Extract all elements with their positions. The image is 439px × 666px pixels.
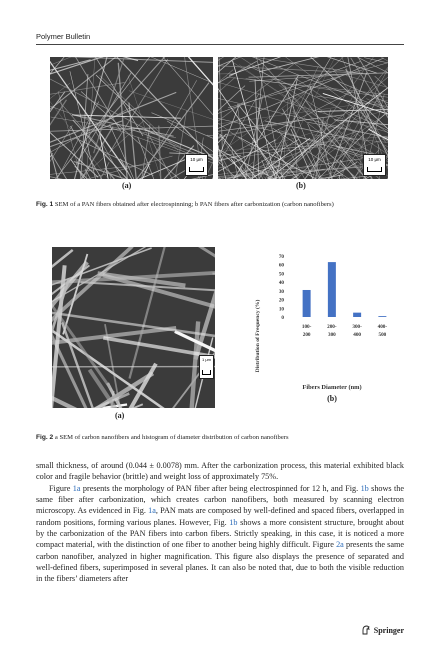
fiber-texture <box>218 166 228 179</box>
histogram-bar <box>378 316 386 317</box>
fiber-texture <box>50 57 213 64</box>
scale-bar-fig2a: 1 μm <box>199 355 214 379</box>
paragraph-2: Figure 1a presents the morphology of PAN fiber after being electrospinned for 12 h, and Fig. 1b shows the same fiber after carbonization, which creates carbon nanofibers, both measured by scanning electron microscopy. As evidenced in Fig. 1a, PAN mats are composed by well-defined and spaced fibers, overlapped in random positions, forming various planes. However, Fig. 1b shows a more consistent structure, brought about by the carbonization of the PAN fibers into carbon fibers. Strictly speaking, in this case, it is noticed a more compact material, with the distinction of one fiber to another being highly difficult. Figure 2a presents the same carbon nanofiber, analyzed in higher magnification. This figure also displays the presence of separated and well-defined fibers, superimposed in several planes. It can also be noted that, due to both the visible reduction in the fibers’ diameters after <box>36 483 404 584</box>
figure-ref-link[interactable]: 1a <box>72 483 81 493</box>
fiber-texture <box>218 57 285 179</box>
springer-horse-icon <box>361 625 371 635</box>
fig1-panel-b-label: (b) <box>296 181 306 190</box>
x-tick-label: 100- <box>301 324 312 330</box>
body-text <box>36 460 404 585</box>
fig1-caption-number: Fig. 1 <box>36 201 54 208</box>
histogram-bar <box>303 290 311 317</box>
paragraph-1: small thickness, of around (0.044 ± 0.0078) mm. After the carbonization process, this material exhibited black color and fragile behavior (brittle) and weight loss of approximately 75%. <box>36 461 404 482</box>
publisher-name: Springer <box>373 625 404 635</box>
journal-name: Polymer Bulletin <box>36 32 91 41</box>
x-tick-label: 300- <box>352 324 362 330</box>
figure-ref-link[interactable]: 2a <box>336 540 344 550</box>
fig2-caption <box>36 433 404 442</box>
fiber-texture <box>50 57 127 172</box>
histogram-bar <box>328 262 336 317</box>
fig1-caption-text: SEM of a PAN fibers obtained after electrospinning; b PAN fibers after carbonization (carbon nanofibers) <box>53 201 334 208</box>
scale-bar-fig1a: 10 μm <box>185 154 208 176</box>
y-tick-label: 50 <box>278 271 284 278</box>
histogram-ylabel: Distribution of Frequency (%) <box>255 299 261 373</box>
histogram-xlabel: Fibers Diameter (nm) <box>302 384 362 391</box>
y-tick-label: 60 <box>278 262 284 269</box>
fiber-texture <box>218 57 224 137</box>
sem-image-fig2a <box>52 247 215 408</box>
x-tick-label: 400 <box>353 332 362 338</box>
sem-image-fig1b <box>218 57 388 179</box>
fiber-texture <box>386 57 388 109</box>
figure-ref-link[interactable]: 1a <box>148 506 156 516</box>
fig2-panel-b-label: (b) <box>327 394 337 403</box>
x-tick-label: 200 <box>302 332 311 338</box>
fig2-caption-number: Fig. 2 <box>36 434 54 441</box>
x-tick-label: 500 <box>378 332 387 338</box>
fig1-panel-a-label: (a) <box>122 181 132 190</box>
histogram-chart <box>250 246 410 416</box>
fiber-texture <box>218 177 388 179</box>
histogram-bar <box>353 313 361 317</box>
y-tick-label: 10 <box>278 306 284 313</box>
figure-ref-link[interactable]: 1b <box>229 517 238 527</box>
y-tick-label: 40 <box>278 280 284 287</box>
fig2-caption-text: a SEM of carbon nanofibers and histogram of diameter distribution of carbon nanofibers <box>53 434 289 441</box>
fiber-texture <box>386 171 388 179</box>
publisher-logo <box>361 625 404 635</box>
y-tick-label: 70 <box>278 254 284 260</box>
x-tick-label: 400- <box>377 324 388 330</box>
fiber-texture <box>229 57 325 75</box>
fiber-texture <box>94 59 124 153</box>
fig1-caption <box>36 200 404 209</box>
scale-bar-fig1b: 10 μm <box>363 154 386 176</box>
fiber-texture <box>129 247 169 379</box>
fig2-panel-a-label: (a) <box>115 411 125 420</box>
y-tick-label: 0 <box>281 315 284 321</box>
x-tick-label: 200- <box>327 324 337 330</box>
fiber-texture <box>186 247 215 282</box>
fiber-texture <box>255 79 297 179</box>
x-tick-label: 300 <box>327 332 336 338</box>
figure-ref-link[interactable]: 1b <box>360 483 369 493</box>
header-rule <box>36 44 404 45</box>
y-tick-label: 20 <box>278 297 284 304</box>
y-tick-label: 30 <box>278 288 284 295</box>
sem-image-fig1a <box>50 57 213 179</box>
